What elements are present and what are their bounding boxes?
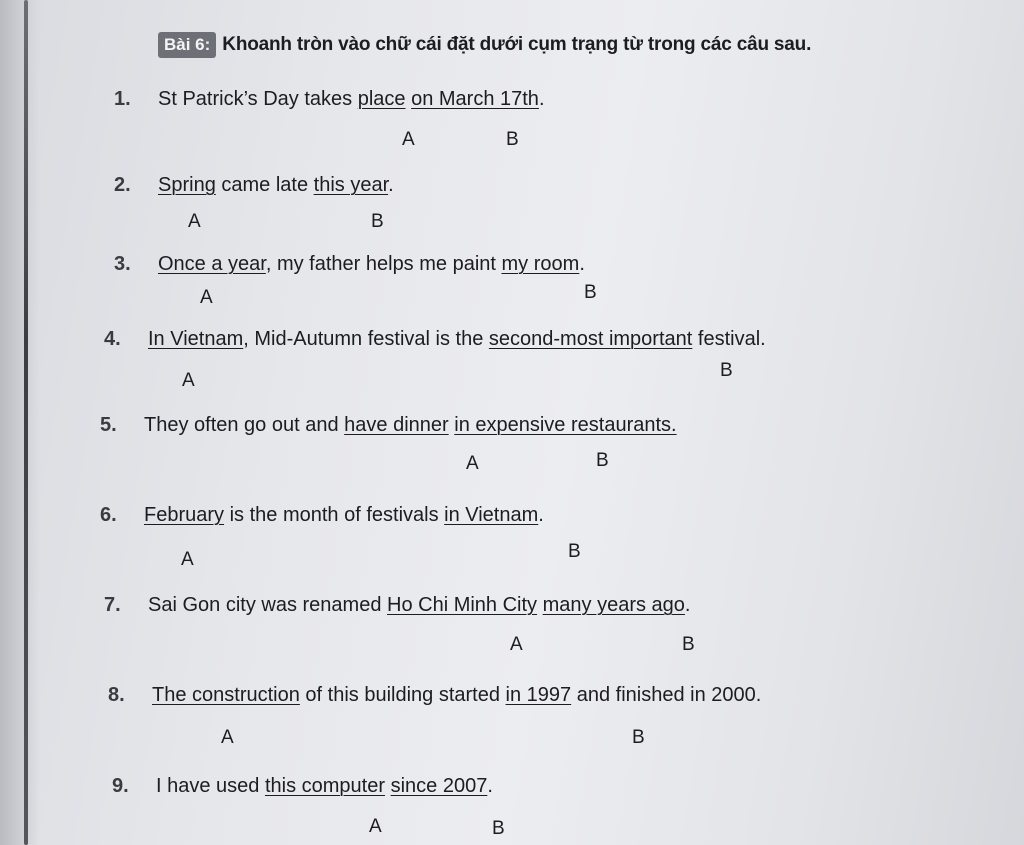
paper-shadow xyxy=(0,0,40,845)
question-sentence xyxy=(144,504,544,527)
option-b-label: B xyxy=(682,634,695,655)
underlined-phrase: my room xyxy=(501,253,580,275)
question-sentence xyxy=(144,414,677,437)
option-a-label: A xyxy=(402,129,415,150)
question-number: 7. xyxy=(104,594,121,616)
question-number: 3. xyxy=(114,253,131,275)
underlined-phrase: in 1997 xyxy=(505,684,572,706)
underlined-phrase: in Vietnam xyxy=(444,504,539,526)
sentence-text: . xyxy=(538,504,544,526)
question-sentence xyxy=(152,684,761,707)
underlined-phrase: Once a year xyxy=(158,253,266,275)
underlined-phrase: have dinner xyxy=(344,414,449,436)
option-b-label: B xyxy=(632,727,645,748)
sentence-text: . xyxy=(579,253,585,275)
option-b-label: B xyxy=(492,818,505,839)
underlined-phrase: second-most important xyxy=(488,328,693,350)
option-b-label: B xyxy=(568,541,581,562)
sentence-text: They often go out and xyxy=(144,414,345,436)
underlined-phrase: in expensive restaurants. xyxy=(454,414,677,436)
option-b-label: B xyxy=(720,360,733,381)
option-b-label: B xyxy=(506,129,519,150)
question-number: 1. xyxy=(114,88,131,110)
question-number: 4. xyxy=(104,328,121,350)
underlined-phrase: on March 17th xyxy=(411,88,539,110)
underlined-phrase: Spring xyxy=(158,174,216,196)
question-sentence xyxy=(156,775,493,798)
question-sentence xyxy=(158,253,585,276)
sentence-text: I have used xyxy=(156,775,265,797)
exercise-instruction: Khoanh tròn vào chữ cái đặt dưới cụm trạng từ trong các câu sau. xyxy=(222,34,812,55)
underlined-phrase: The construction xyxy=(152,684,300,706)
question-number: 2. xyxy=(114,174,131,196)
sentence-text: . xyxy=(487,775,493,797)
sentence-text: is the month of festivals xyxy=(224,504,445,526)
sentence-text: and finished in 2000. xyxy=(571,684,762,706)
question-sentence xyxy=(148,328,766,351)
sentence-text: came late xyxy=(215,174,314,196)
underlined-phrase: this year xyxy=(313,174,389,196)
sentence-text: , my father helps me paint xyxy=(265,253,502,275)
underlined-phrase: many years ago xyxy=(542,594,685,616)
sentence-text: , Mid-Autumn festival is the xyxy=(243,328,489,350)
sentence-text: St Patrick’s Day takes xyxy=(158,88,358,110)
sentence-text: . xyxy=(538,88,545,110)
exercise-header xyxy=(158,30,811,60)
exercise-badge: Bài 6: xyxy=(158,32,216,58)
sentence-text: . xyxy=(684,594,691,616)
option-a-label: A xyxy=(182,370,195,391)
sentence-text: . xyxy=(388,174,394,196)
option-b-label: B xyxy=(371,211,384,232)
sentence-text: festival. xyxy=(692,328,766,350)
underlined-phrase: this computer xyxy=(264,775,386,797)
option-a-label: A xyxy=(200,287,213,308)
option-a-label: A xyxy=(188,211,201,232)
option-b-label: B xyxy=(596,450,609,471)
underlined-phrase: since 2007 xyxy=(390,775,488,797)
underlined-phrase: February xyxy=(144,504,225,526)
option-a-label: A xyxy=(466,453,479,474)
question-number: 8. xyxy=(108,684,125,706)
sentence-text: Sai Gon city was renamed xyxy=(148,594,387,616)
question-sentence xyxy=(158,174,394,197)
underlined-phrase: Ho Chi Minh City xyxy=(387,594,538,616)
option-b-label: B xyxy=(584,282,597,303)
question-sentence xyxy=(148,594,690,617)
option-a-label: A xyxy=(181,549,194,570)
question-number: 5. xyxy=(100,414,117,436)
option-a-label: A xyxy=(369,816,382,837)
question-number: 6. xyxy=(100,504,117,526)
binding-line xyxy=(24,0,28,845)
question-sentence xyxy=(158,88,545,111)
option-a-label: A xyxy=(510,634,523,655)
sentence-text: of this building started xyxy=(299,684,506,706)
question-number: 9. xyxy=(112,775,129,797)
option-a-label: A xyxy=(221,727,234,748)
underlined-phrase: place xyxy=(357,88,406,110)
underlined-phrase: In Vietnam xyxy=(148,328,244,350)
